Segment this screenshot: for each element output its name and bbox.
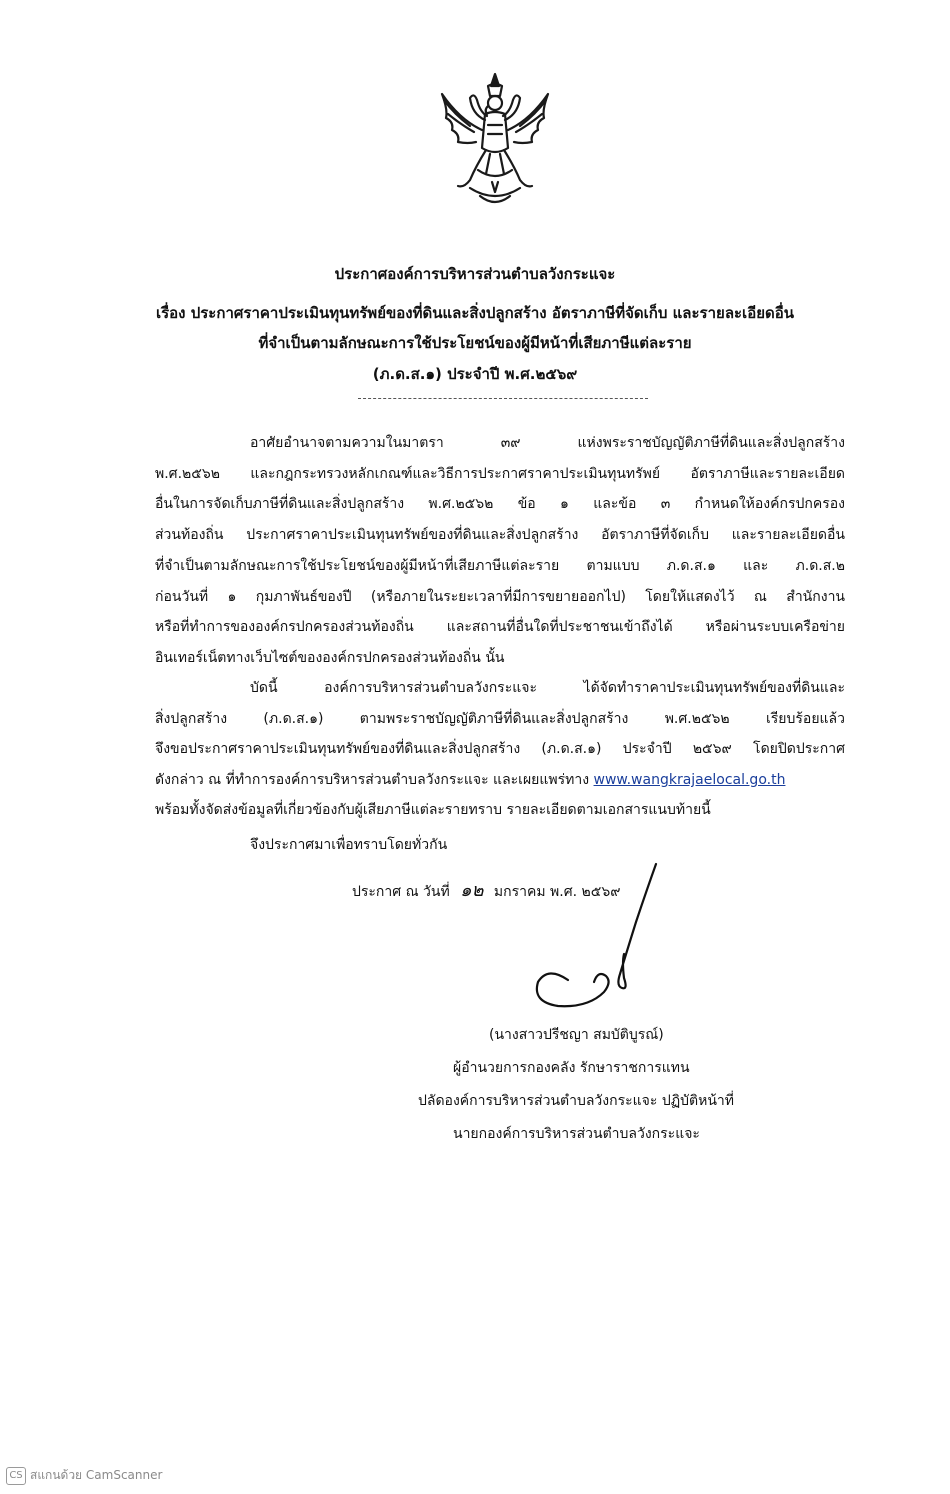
subject-line-3: (ภ.ด.ส.๑) ประจำปี พ.ศ.๒๕๖๙ [372, 365, 578, 383]
paragraph-2-line: พร้อมทั้งจัดส่งข้อมูลที่เกี่ยวข้องกับผู้เสียภาษีแต่ละรายทราบ รายละเอียดตามเอกสารแนบท้ายนี้ [155, 802, 711, 818]
signatory-title-3: นายกองค์การบริหารส่วนตำบลวังกระแจะ [453, 1126, 700, 1142]
paragraph-2-line: สิ่งปลูกสร้าง (ภ.ด.ส.๑) ตามพระราชบัญญัติภาษีที่ดินและสิ่งปลูกสร้าง พ.ศ.๒๕๖๒ เรียบร้อยแล้ว [155, 711, 845, 727]
signatory-name: (นางสาวปรีชญา สมบัติบูรณ์) [489, 1027, 664, 1043]
website-link[interactable]: www.wangkrajaelocal.go.th [593, 772, 786, 788]
header-divider [358, 398, 648, 399]
paragraph-2-line-4 [155, 769, 845, 791]
paragraph-1-line: หรือที่ทำการขององค์กรปกครองส่วนท้องถิ่น และสถานที่อื่นใดที่ประชาชนเข้าถึงได้ หรือผ่านระบบเครือข่าย [155, 619, 845, 635]
paragraph-1-line: อื่นในการจัดเก็บภาษีที่ดินและสิ่งปลูกสร้าง พ.ศ.๒๕๖๒ ข้อ ๑ และข้อ ๓ กำหนดให้องค์กรปกครอง [155, 496, 845, 512]
issuer-title: ประกาศองค์การบริหารส่วนตำบลวังกระแจะ [334, 265, 616, 283]
paragraph-1-line: ก่อนวันที่ ๑ กุมภาพันธ์ของปี (หรือภายในระยะเวลาที่มีการขยายออกไป) โดยให้แสดงไว้ ณ สำนักงาน [155, 589, 845, 605]
paragraph-1-line: อาศัยอำนาจตามความในมาตรา ๓๙ แห่งพระราชบัญญัติภาษีที่ดินและสิ่งปลูกสร้าง [250, 435, 845, 451]
date-prefix: ประกาศ ณ วันที่ [352, 884, 450, 900]
watermark-text: สแกนด้วย CamScanner [30, 1468, 163, 1482]
paragraph-2-line: จึงขอประกาศราคาประเมินทุนทรัพย์ของที่ดินและสิ่งปลูกสร้าง (ภ.ด.ส.๑) ประจำปี ๒๕๖๙ โดยปิดประกาศ [155, 741, 845, 757]
paragraph-1-line: อินเทอร์เน็ตทางเว็บไซต์ขององค์กรปกครองส่วนท้องถิ่น นั้น [155, 650, 505, 666]
signatory-title-1: ผู้อำนวยการกองคลัง รักษาราชการแทน [453, 1060, 690, 1076]
date-day: ๑๒ [460, 880, 484, 901]
paragraph-1-line: ส่วนท้องถิ่น ประกาศราคาประเมินทุนทรัพย์ของที่ดินและสิ่งปลูกสร้าง อัตราภาษีที่จัดเก็บ และรายละเอียดอื่น [155, 527, 845, 543]
handwritten-signature [528, 862, 668, 1022]
closing-statement: จึงประกาศมาเพื่อทราบโดยทั่วกัน [250, 837, 448, 853]
paragraph-1-line: พ.ศ.๒๕๖๒ และกฎกระทรวงหลักเกณฑ์และวิธีการประกาศราคาประเมินทุนทรัพย์ อัตราภาษีและรายละเอียด [155, 466, 845, 482]
subject-line-1: เรื่อง ประกาศราคาประเมินทุนทรัพย์ของที่ดินและสิ่งปลูกสร้าง อัตราภาษีที่จัดเก็บ และรายละเอียดอื่น [155, 304, 794, 322]
camscanner-logo-icon: CS [6, 1467, 26, 1485]
date-month-year: มกราคม พ.ศ. ๒๕๖๙ [493, 884, 621, 900]
garuda-emblem-icon [430, 70, 560, 210]
signatory-title-2: ปลัดองค์การบริหารส่วนตำบลวังกระแจะ ปฏิบัติหน้าที่ [418, 1093, 734, 1109]
camscanner-watermark [6, 1466, 162, 1485]
paragraph-2-text: ดังกล่าว ณ ที่ทำการองค์การบริหารส่วนตำบลวังกระแจะ และเผยแพร่ทาง [155, 772, 594, 788]
paragraph-1-line: ที่จำเป็นตามลักษณะการใช้ประโยชน์ของผู้มีหน้าที่เสียภาษีแต่ละราย ตามแบบ ภ.ด.ส.๑ และ ภ.ด.ส.๒ [155, 558, 845, 574]
paragraph-2-line: บัดนี้ องค์การบริหารส่วนตำบลวังกระแจะ ได้จัดทำราคาประเมินทุนทรัพย์ของที่ดินและ [250, 680, 845, 696]
subject-line-2: ที่จำเป็นตามลักษณะการใช้ประโยชน์ของผู้มีหน้าที่เสียภาษีแต่ละราย [258, 334, 692, 352]
